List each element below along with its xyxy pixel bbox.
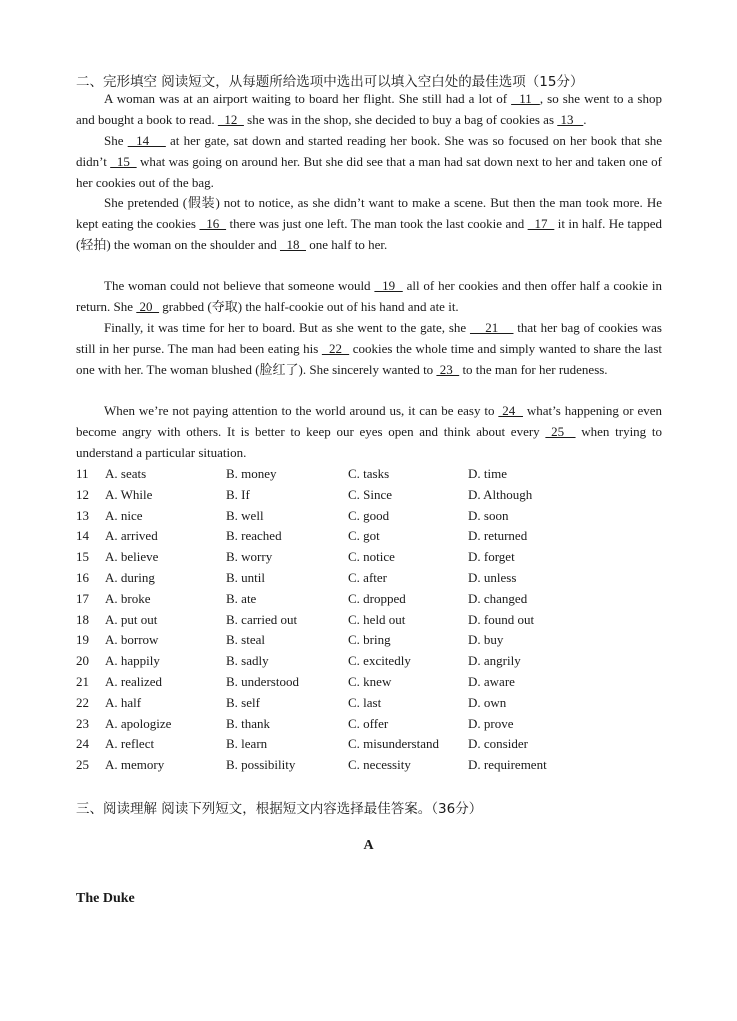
paragraph-6: [76, 401, 662, 463]
question-number: 25: [76, 757, 89, 773]
option-a: A. borrow: [105, 632, 159, 648]
paragraph-1-text: A woman was at an airport waiting to board her flight. She still had a lot of 11 , so she went to a shop and bought a book to read. 12 she was in the shop, she decided to buy a bag of cookies as 13 .: [76, 91, 662, 127]
option-a: A. during: [105, 569, 155, 585]
option-d: D. forget: [468, 549, 515, 565]
option-d: D. changed: [468, 590, 528, 606]
option-d: D. own: [468, 694, 507, 710]
option-b: B. until: [226, 569, 266, 585]
option-b: B. ate: [226, 590, 257, 606]
paragraph-1: [76, 89, 662, 131]
option-c: C. held out: [348, 611, 406, 627]
option-b: B. well: [226, 507, 264, 523]
option-d: D. time: [468, 466, 507, 481]
question-number: 16: [76, 569, 89, 585]
option-c: C. after: [348, 569, 387, 585]
blank-number: 14: [127, 133, 166, 148]
option-c: C. bring: [348, 632, 391, 648]
option-a: A. While: [105, 486, 153, 502]
paragraph-3: [76, 193, 662, 255]
question-number: 22: [76, 694, 89, 710]
option-b: B. carried out: [226, 611, 298, 627]
blank-number: 11: [511, 91, 540, 106]
option-c: C. Since: [348, 486, 393, 502]
blank-number: 20: [136, 298, 160, 314]
option-a: A. memory: [105, 757, 165, 773]
section-2-heading: 二、完形填空 阅读短文，从每题所给选项中选出可以填入空白处的最佳选项（15分）: [76, 74, 584, 90]
option-a: A. believe: [105, 549, 159, 565]
passage-label: A: [363, 838, 374, 853]
blank-number: 16: [199, 215, 227, 231]
option-a: A. put out: [105, 611, 158, 627]
blank-number: 25: [545, 423, 576, 439]
paragraph-4-text: The woman could not believe that someone would 19 all of her cookies and then offer half a cookie in return. She 20 grabbed (夺取) the half-cookie out of his hand and ate it.: [76, 278, 662, 314]
paragraph-2-text: She 14 at her gate, sat down and started reading her book. She was so focused on her book that she didn’t 15 what was going on around her. But she did see that a man had sat down next to her and taken one of her cookies out of the bag.: [76, 133, 663, 190]
paragraph-5-text: Finally, it was time for her to board. But as she went to the gate, she 21 that her bag of cookies was still in her purse. The man had been eating his 22 cookies the whole time and simply wanted to share the last one with her. The woman blushed (脸红了). She sincerely wanted to 23 to the man for her rudeness.: [76, 320, 662, 377]
option-b: B. money: [226, 466, 277, 481]
paragraph-6-text: When we’re not paying attention to the world around us, it can be easy to 24 what’s happening or even become angry with others. It is better to keep our eyes open and think about every 25 when trying to understand a particular situation.: [76, 403, 663, 460]
question-number: 18: [76, 611, 89, 627]
option-c: C. good: [348, 507, 390, 523]
option-c: C. offer: [348, 715, 389, 731]
option-a: A. happily: [105, 653, 160, 669]
option-b: B. worry: [226, 549, 273, 565]
question-number: 19: [76, 632, 89, 648]
option-b: B. understood: [226, 673, 299, 689]
option-d: D. buy: [468, 632, 504, 648]
blank-number: 21: [469, 320, 514, 335]
option-c: C. last: [348, 694, 382, 710]
option-d: D. aware: [468, 673, 515, 689]
option-b: B. self: [226, 694, 260, 710]
option-b: B. thank: [226, 715, 271, 731]
option-b: B. If: [226, 486, 250, 502]
blank-number: 22: [321, 340, 350, 356]
option-c: C. excitedly: [348, 653, 411, 669]
paragraph-5: [76, 318, 662, 380]
option-a: A. apologize: [105, 715, 172, 731]
option-d: D. found out: [468, 611, 535, 627]
paragraph-2: [76, 131, 662, 193]
option-a: A. seats: [105, 466, 147, 481]
option-c: C. notice: [348, 549, 395, 565]
option-c: C. knew: [348, 673, 392, 689]
question-number: 15: [76, 549, 89, 565]
option-a: A. half: [105, 694, 142, 710]
option-d: D. prove: [468, 715, 514, 731]
question-number: 17: [76, 590, 89, 606]
question-number: 13: [76, 507, 89, 523]
blank-number: 13: [557, 111, 584, 127]
blank-number: 19: [374, 278, 403, 293]
option-a: A. reflect: [105, 736, 155, 752]
option-d: D. angrily: [468, 653, 521, 669]
option-d: D. consider: [468, 736, 528, 752]
blank-number: 23: [436, 361, 460, 377]
option-c: C. got: [348, 528, 380, 544]
passage-title: The Duke: [76, 891, 135, 906]
question-number: 20: [76, 653, 89, 669]
option-b: B. possibility: [226, 757, 296, 773]
question-number: 14: [76, 528, 89, 544]
option-a: A. broke: [105, 590, 151, 606]
question-number: 12: [76, 486, 89, 502]
paragraph-4: [76, 276, 662, 318]
option-d: D. soon: [468, 507, 509, 523]
option-a: A. arrived: [105, 528, 158, 544]
question-number: 11: [76, 466, 89, 481]
option-d: D. requirement: [468, 757, 547, 773]
blank-number: 12: [217, 111, 244, 127]
blank-number: 15: [110, 153, 137, 169]
option-b: B. learn: [226, 736, 268, 752]
blank-number: 18: [279, 236, 306, 252]
option-b: B. steal: [226, 632, 265, 648]
option-d: D. Although: [468, 486, 533, 502]
option-a: A. nice: [105, 507, 143, 523]
option-c: C. necessity: [348, 757, 411, 773]
blank-number: 24: [498, 403, 523, 418]
question-number: 24: [76, 736, 89, 752]
question-number: 21: [76, 673, 89, 689]
option-c: C. dropped: [348, 590, 406, 606]
option-c: C. tasks: [348, 466, 390, 481]
option-b: B. sadly: [226, 653, 269, 669]
option-b: B. reached: [226, 528, 282, 544]
option-d: D. unless: [468, 569, 517, 585]
option-a: A. realized: [105, 673, 163, 689]
blank-number: 17: [527, 215, 555, 231]
option-c: C. misunderstand: [348, 736, 439, 752]
question-number: 23: [76, 715, 89, 731]
option-d: D. returned: [468, 528, 528, 544]
section-3-heading: 三、阅读理解 阅读下列短文，根据短文内容选择最佳答案。（36分）: [76, 801, 483, 817]
paragraph-3-text: She pretended (假装) not to notice, as she didn’t want to make a scene. But then the man took more. He kept eating the cookies 16 there was just one left. The man took the last cookie and 17 it in half. He tapped (轻拍) the woman on the shoulder and 18 one half to her.: [76, 195, 662, 252]
